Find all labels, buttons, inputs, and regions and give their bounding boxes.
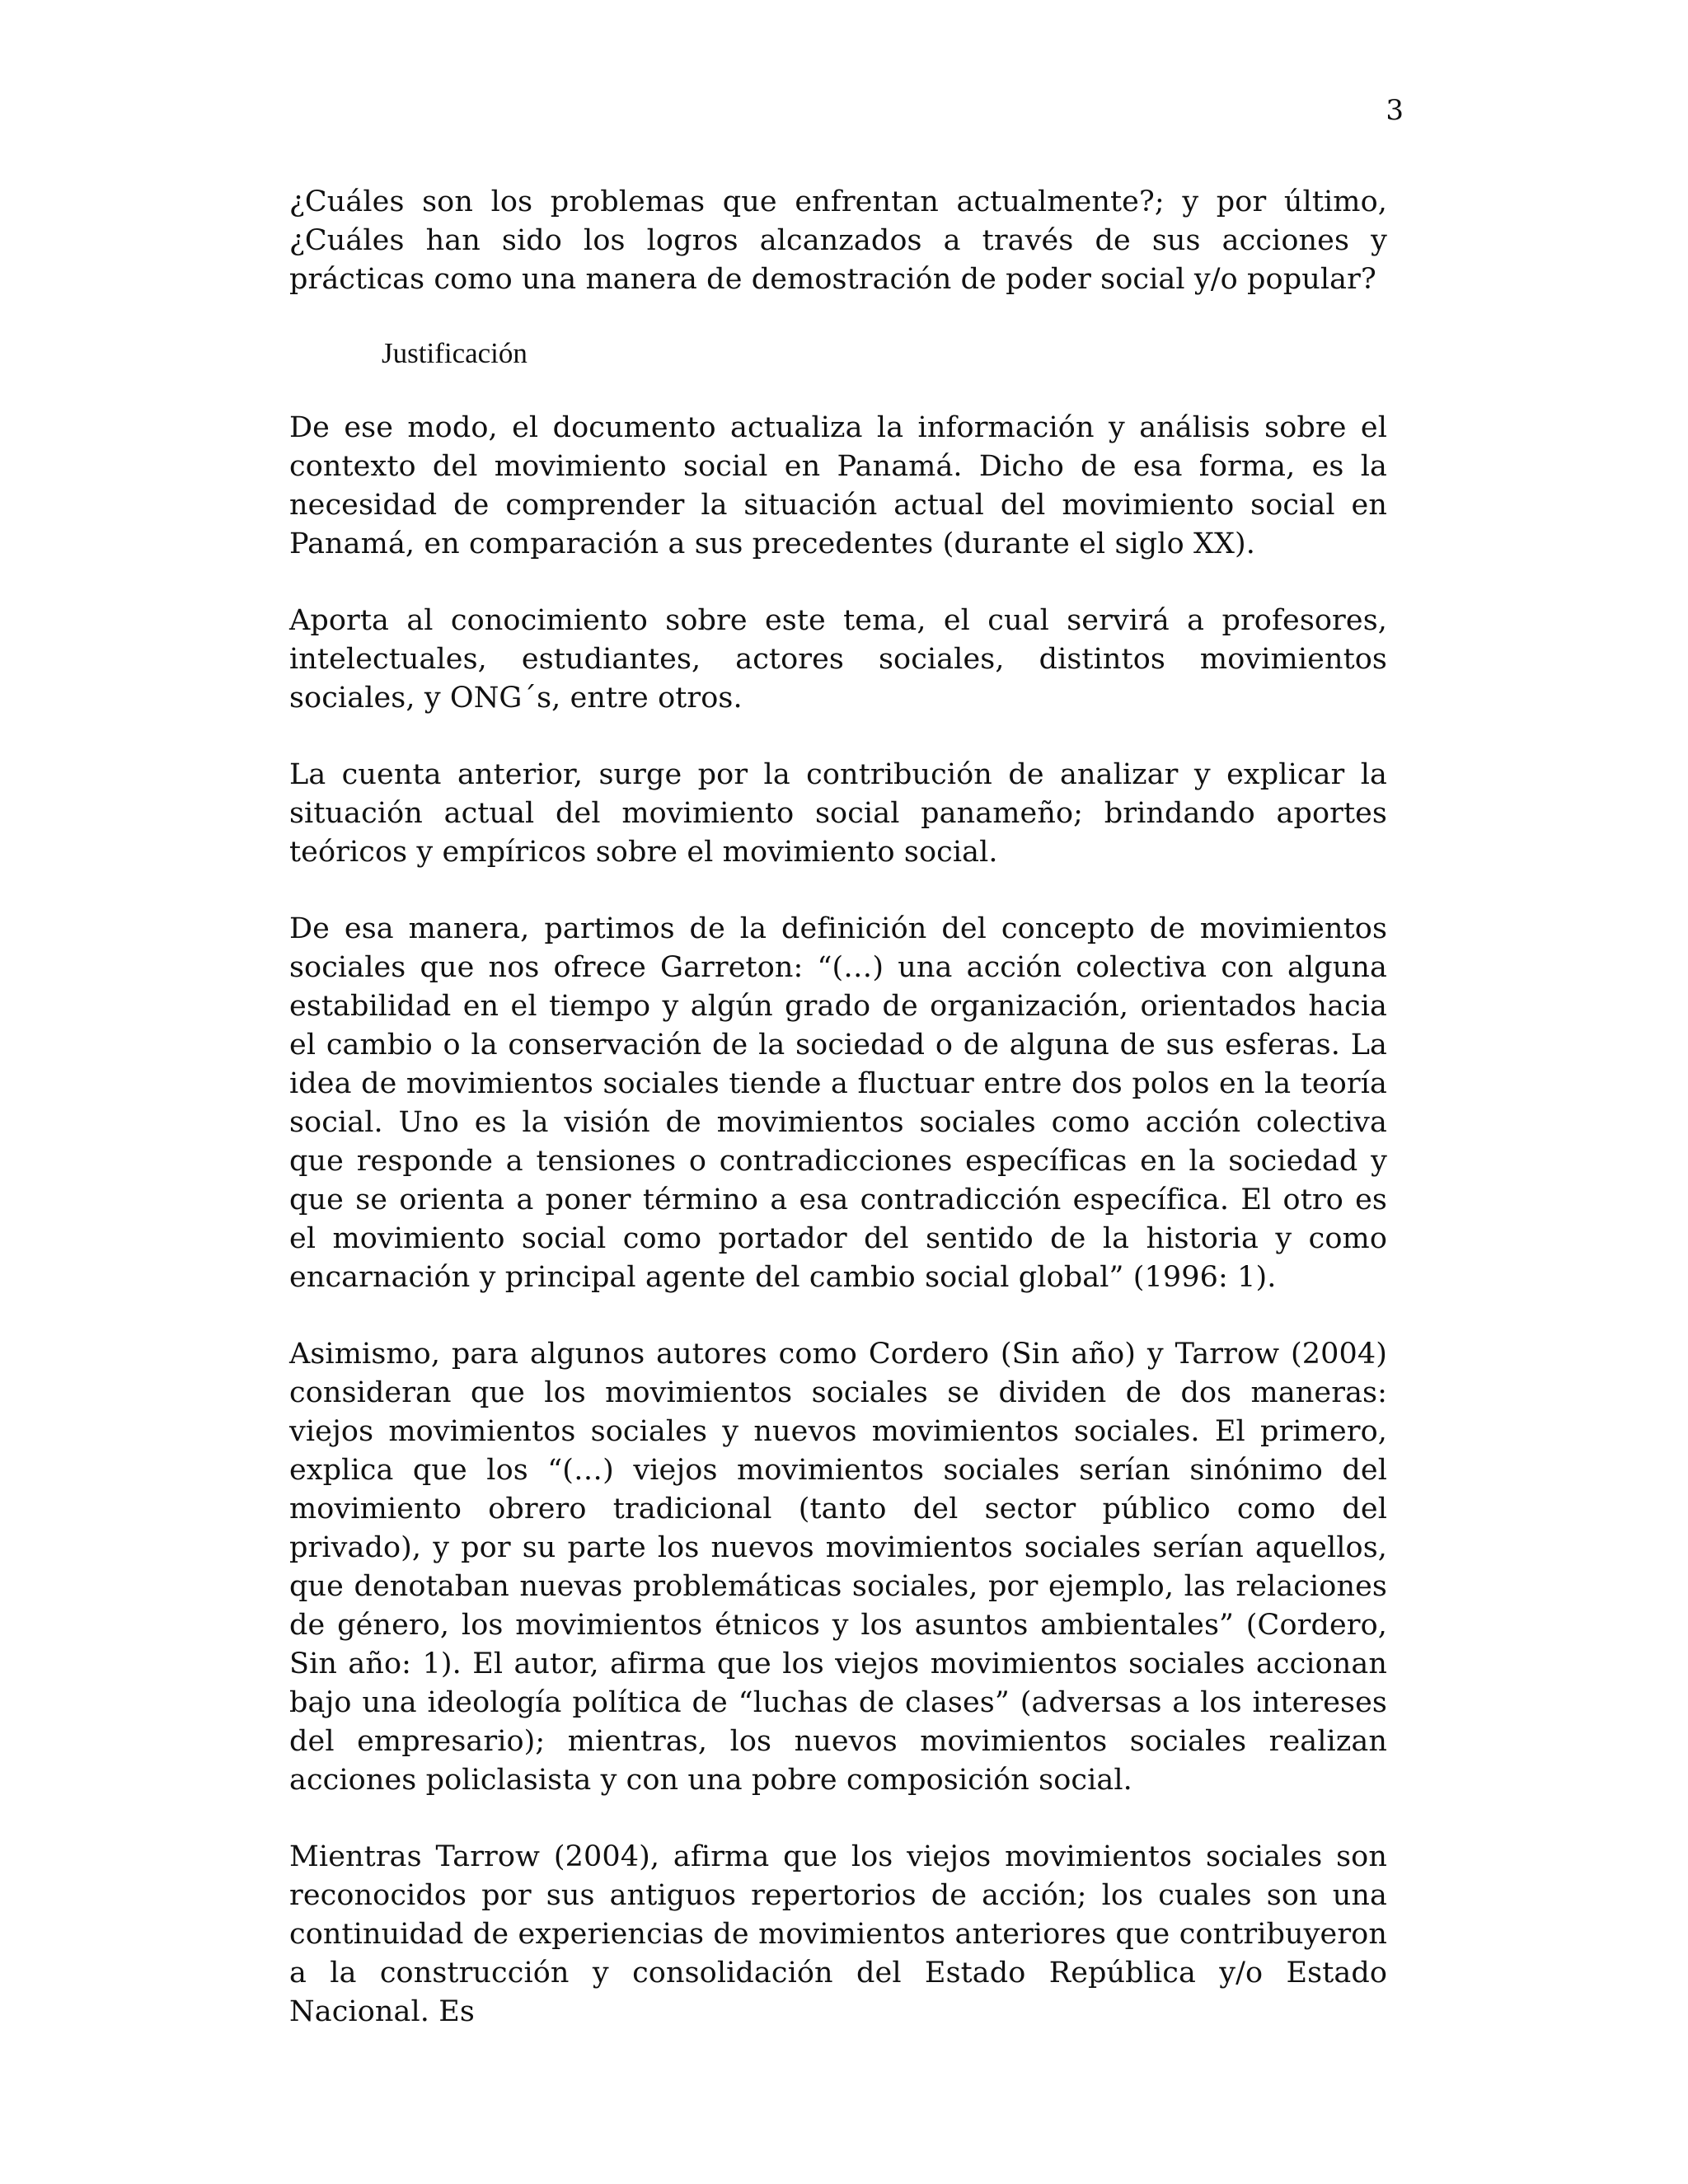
page-body [289, 183, 1387, 2069]
paragraph-5: Asimismo, para algunos autores como Cordero (Sin año) y Tarrow (2004) consideran que los movimientos sociales se dividen de dos maneras: viejos movimientos sociales y nuevos movimientos sociales. El primero, explica que los “(…) viejos movimientos sociales serían sinónimo del movimiento obrero tradicional (tanto del sector público como del privado), y por su parte los nuevos movimientos sociales serían aquellos, que denotaban nuevas problemáticas sociales, por ejemplo, las relaciones de género, los movimientos étnicos y los asuntos ambientales” (Cordero, Sin año: 1). El autor, afirma que los viejos movimientos sociales accionan bajo una ideología política de “luchas de clases” (adversas a los intereses del empresario); mientras, los nuevos movimientos sociales realizan acciones policlasista y con una pobre composición social. [289, 1338, 1387, 1797]
section-heading: Justificación [382, 337, 528, 369]
paragraph-6: Mientras Tarrow (2004), afirma que los viejos movimientos sociales son reconocidos por sus antiguos repertorios de acción; los cuales son una continuidad de experiencias de movimientos anteriores que contribuyeron a la construcción y consolidación del Estado República y/o Estado Nacional. Es [289, 1840, 1387, 2028]
paragraph-4: De esa manera, partimos de la definición del concepto de movimientos sociales que nos ofrece Garreton: “(…) una acción colectiva con alguna estabilidad en el tiempo y algún grado de organización, orientados hacia el cambio o la conservación de la sociedad o de alguna de sus esferas. La idea de movimientos sociales tiende a fluctuar entre dos polos en la teoría social. Uno es la visión de movimientos sociales como acción colectiva que responde a tensiones o contradicciones específicas en la sociedad y que se orienta a poner término a esa contradicción específica. El otro es el movimiento social como portador del sentido de la historia y como encarnación y principal agente del cambio social global” (1996: 1). [289, 912, 1387, 1294]
intro-paragraph: ¿Cuáles son los problemas que enfrentan actualmente?; y por último, ¿Cuáles han sido los logros alcanzados a través de sus acciones y prácticas como una manera de demostración de poder social y/o popular? [289, 185, 1387, 296]
page-number: 3 [1386, 94, 1404, 127]
paragraph-1: De ese modo, el documento actualiza la información y análisis sobre el contexto del movimiento social en Panamá. Dicho de esa forma, es la necesidad de comprender la situación actual del movimiento social en Panamá, en comparación a sus precedentes (durante el siglo XX). [289, 411, 1387, 560]
paragraph-3: La cuenta anterior, surge por la contribución de analizar y explicar la situación actual del movimiento social panameño; brindando aportes teóricos y empíricos sobre el movimiento social. [289, 758, 1387, 869]
paragraph-2: Aporta al conocimiento sobre este tema, el cual servirá a profesores, intelectuales, estudiantes, actores sociales, distintos movimientos sociales, y ONG´s, entre otros. [289, 604, 1387, 715]
